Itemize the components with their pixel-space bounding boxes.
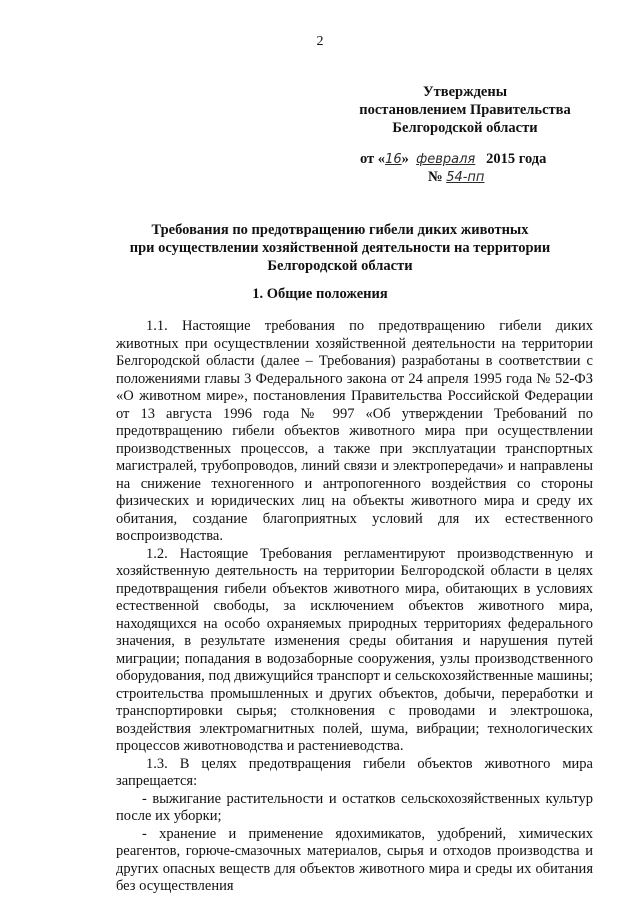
date-mid: » <box>401 151 409 167</box>
title-line: Белгородской области <box>267 258 413 274</box>
approval-line: Белгородской области <box>392 120 538 136</box>
approval-line: Утверждены <box>422 84 508 100</box>
title-line: при осуществлении хозяйственной деятельности на территории <box>129 240 551 256</box>
paragraph: 1.1. Настоящие требования по предотвращению гибели диких животных при осуществлении хозяйственной деятельности на территории Белгородской области (далее – Требования) разработаны в соответствии с положениями главы 3 Федерального закона от 24 апреля 1995 года № 52-ФЗ «О животном мире», постановления Правительства Российской Федерации от 13 августа 1996 года № 997 «Об утверждении Требований по предотвращению гибели объектов животного мира при осуществлении производственных процессов, а также при эксплуатации транспортных магистралей, трубопроводов, линий связи и электропередачи» и направлены на снижение техногенного и антропогенного воздействия со стороны физических и юридических лиц на объекты животного мира и среду их обитания, создание благоприятных условий для их естественного воспроизводства. <box>116 318 593 544</box>
paragraph: 1.2. Настоящие Требования регламентируют производственную и хозяйственную деятельность на территории Белгородской области в целях предотвращения гибели объектов животного мира, обитающих в условиях естественной свободы, за исключением объектов животного мира, находящихся на особо охраняемых природных территориях федерального значения, в результате изменения среды обитания и нарушения путей миграции; попадания в водозаборные сооружения, узлы производственного оборудования, под движущийся транспорт и сельскохозяйственные машины; строительства промышленных и других объектов, добычи, переработки и транспортировки сырья; столкновения с проводами и электрошока, воздействия электромагнитных полей, шума, вибрации; технологических процессов животноводства и растениеводства. <box>116 545 593 754</box>
title-line: Требования по предотвращению гибели диких животных <box>151 222 529 238</box>
page-number: 2 <box>316 34 324 49</box>
date-suffix: 2015 года <box>486 151 547 167</box>
number-prefix: № <box>428 169 443 185</box>
paragraph: 1.3. В целях предотвращения гибели объектов животного мира запрещается: <box>116 755 593 789</box>
approval-date <box>360 150 600 169</box>
section-heading: 1. Общие положения <box>252 286 388 302</box>
date-day: 16 <box>385 152 402 167</box>
number-value: 54-пп <box>446 170 485 185</box>
date-prefix: от « <box>360 151 386 167</box>
approval-number <box>428 168 484 187</box>
approval-block <box>340 83 590 137</box>
list-item: - хранение и применение ядохимикатов, удобрений, химических реагентов, горюче-смазочных материалов, сырья и отходов производства и других опасных веществ для объектов животного мира и среды их обитания без осуществления <box>116 825 593 894</box>
document-body <box>116 318 593 896</box>
date-month: февраля <box>416 152 476 167</box>
approval-line: постановлением Правительства <box>359 102 571 118</box>
list-item: - выжигание растительности и остатков сельскохозяйственных культур после их уборки; <box>116 790 593 824</box>
document-title <box>90 221 590 275</box>
